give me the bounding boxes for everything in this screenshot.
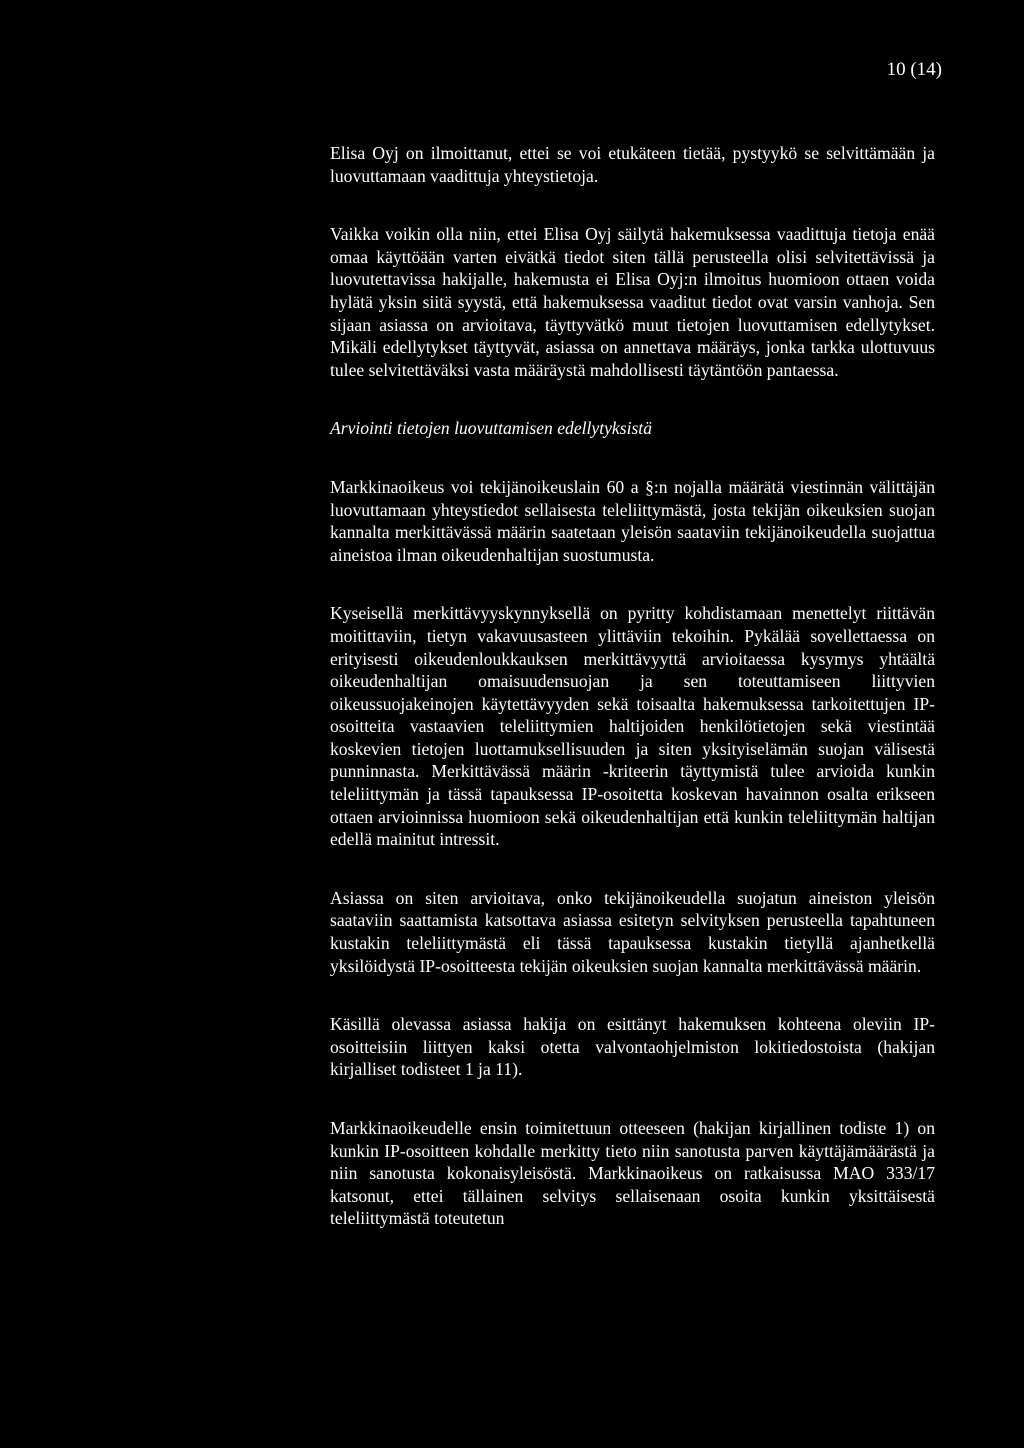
section-heading: Arviointi tietojen luovuttamisen edellytyksistä — [330, 418, 652, 439]
paragraph-6: Käsillä olevassa asiassa hakija on esittänyt hakemuksen kohteena oleviin IP-osoitteisiin liittyen kaksi otetta valvontaohjelmiston lokitiedostoista (hakijan kirjalliset todisteet 1 ja 11). — [330, 1014, 935, 1080]
paragraph-1: Elisa Oyj on ilmoittanut, ettei se voi etukäteen tietää, pystyykö se selvittämään ja luovuttamaan vaadittuja yhteystietoja. — [330, 143, 935, 186]
document-body — [330, 142, 935, 1230]
paragraph-2: Vaikka voikin olla niin, ettei Elisa Oyj säilytä hakemuksessa vaadittuja tietoja enää omaa käyttöään varten eivätkä tiedot siten tällä perusteella olisi selvitettävissä ja luovutettavissa hakijalle, hakemusta ei Elisa Oyj:n ilmoitus huomioon ottaen voida hylätä yksin siitä syystä, että hakemuksessa vaaditut tiedot ovat varsin vanhoja. Sen sijaan asiassa on arvioitava, täyttyvätkö muut tietojen luovuttamisen edellytykset. Mikäli edellytykset täyttyvät, asiassa on annettava määräys, jonka tarkka ulottuvuus tulee selvitettäväksi vasta määräystä mahdollisesti täytäntöön pantaessa. — [330, 224, 935, 380]
page-number: 10 (14) — [886, 59, 942, 80]
paragraph-3: Markkinaoikeus voi tekijänoikeuslain 60 a §:n nojalla määrätä viestinnän välittäjän luovuttamaan yhteystiedot sellaisesta teleliittymästä, josta tekijän oikeuksien suojan kannalta merkittävässä määrin saatetaan yleisön saataviin tekijänoikeudella suojattua aineistoa ilman oikeudenhaltijan suostumusta. — [330, 476, 935, 565]
paragraph-4: Kyseisellä merkittävyyskynnyksellä on pyritty kohdistamaan menettelyt riittävän moitittaviin, tietyn vakavuusasteen ylittäviin tekoihin. Pykälää sovellettaessa on erityisesti oikeudenloukkauksen merkittävyyttä arvioitaessa kysymys yhtäältä oikeudenhaltijan omaisuudensuojan ja sen toteuttamiseen liittyvien oikeussuojakeinojen käytettävyyden sekä toisaalta hakemuksessa tarkoitettujen IP-osoitteita vastaavien teleliittymien haltijoiden henkilötietojen sekä viestintää koskevien tietojen luottamuksellisuuden ja siten yksityiselämän suojan välisestä punninnasta. Merkittävässä määrin -kriteerin täyttymistä tulee arvioida kunkin teleliittymän ja tässä tapauksessa IP-osoitetta koskevan havainnon osalta erikseen ottaen arvioinnissa huomioon sekä oikeudenhaltijan että kunkin teleliittymän haltijan edellä mainitut intressit. — [330, 603, 935, 850]
paragraph-5: Asiassa on siten arvioitava, onko tekijänoikeudella suojatun aineiston yleisön saataviin saattamista katsottava asiassa esitetyn selvityksen perusteella tapahtuneen kustakin teleliittymästä eli tässä tapauksessa kustakin tietyllä ajanhetkellä yksilöidystä IP-osoitteesta tekijän oikeuksien suojan kannalta merkittävässä määrin. — [330, 887, 935, 976]
paragraph-7: Markkinaoikeudelle ensin toimitettuun otteeseen (hakijan kirjallinen todiste 1) on kunkin IP-osoitteen kohdalle merkitty tieto niin sanotusta parven käyttäjämäärästä ja niin sanotusta kokonaisyleisöstä. Markkinaoikeus on ratkaisussa MAO 333/17 katsonut, ettei tällainen selvitys sellaisenaan osoita kunkin yksittäisestä teleliittymästä toteutetun — [330, 1118, 935, 1229]
